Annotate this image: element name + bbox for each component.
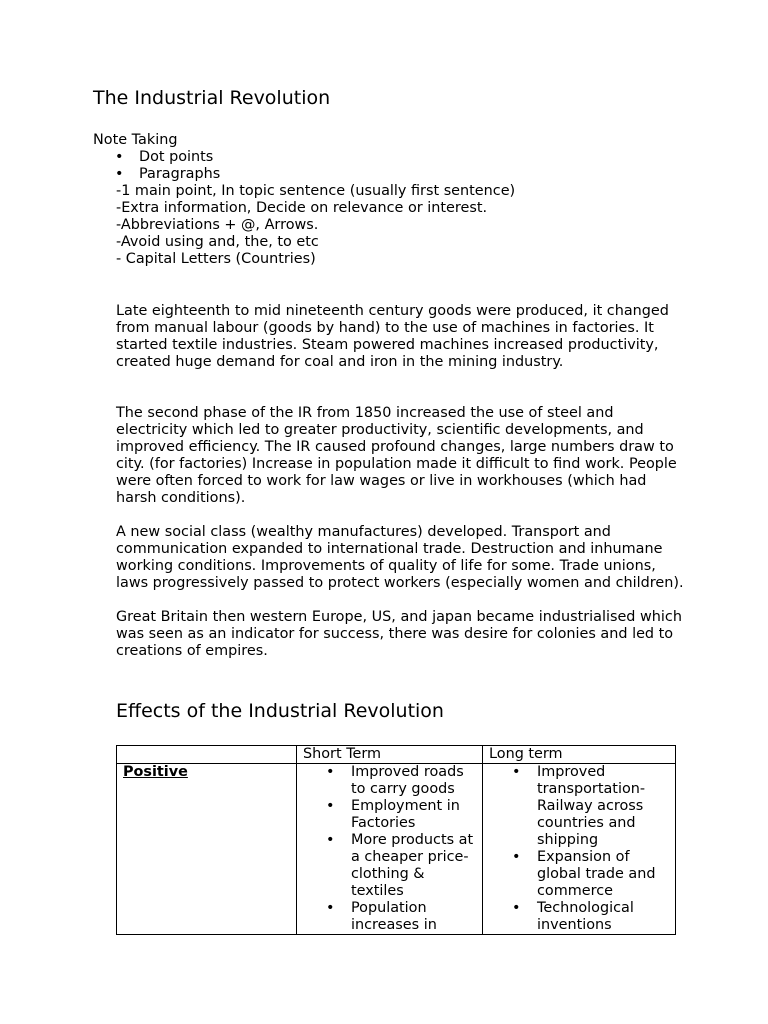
list-item: • Technological inventions <box>489 900 669 934</box>
effects-table <box>116 745 676 935</box>
list-item: • Improved transportation- Railway across countries and shipping <box>489 764 669 849</box>
header-cell-long-term: Long term <box>483 746 676 764</box>
paragraph-3: A new social class (wealthy manufactures) developed. Transport and communication expanded to international trade. Destruction and inhumane working conditions. Improvements of quality of life for some. Trade unions, laws progressively passed to protect workers (especially women and children). <box>116 524 684 591</box>
note-line: -1 main point, In topic sentence (usually first sentence) <box>116 183 516 199</box>
table-row <box>117 764 676 935</box>
list-item: • Employment in Factories <box>303 798 476 832</box>
note-bullet: • Paragraphs <box>93 166 713 183</box>
short-term-cell <box>297 764 483 935</box>
row-label-positive: Positive <box>123 764 188 780</box>
long-term-cell <box>483 764 676 935</box>
header-cell-empty <box>117 746 297 764</box>
short-term-list <box>303 764 476 934</box>
note-taking-section <box>93 132 713 268</box>
paragraph-1: Late eighteenth to mid nineteenth century goods were produced, it changed from manual labour (goods by hand) to the use of machines in factories. It started textile industries. Steam powered machines increased productivity, created huge demand for coal and iron in the mining industry. <box>116 303 669 370</box>
row-label-cell <box>117 764 297 935</box>
header-cell-short-term: Short Term <box>297 746 483 764</box>
list-item: • More products at a cheaper price- clothing & textiles <box>303 832 476 900</box>
note-line: -Extra information, Decide on relevance or interest. <box>116 200 488 216</box>
paragraph-2: The second phase of the IR from 1850 increased the use of steel and electricity which led to greater productivity, scientific developments, and improved efficiency. The IR caused profound changes, large numbers draw to city. (for factories) Increase in population made it difficult to find work. People were often forced to work for law wages or live in workhouses (which had harsh conditions). <box>116 405 677 506</box>
effects-heading: Effects of the Industrial Revolution <box>116 700 444 722</box>
note-line: - Capital Letters (Countries) <box>116 251 316 267</box>
list-item: • Expansion of global trade and commerce <box>489 849 669 900</box>
list-item: • Improved roads to carry goods <box>303 764 476 798</box>
note-line: -Avoid using and, the, to etc <box>116 234 319 250</box>
long-term-list <box>489 764 669 934</box>
note-taking-title: Note Taking <box>93 132 178 148</box>
note-bullet-list <box>93 149 713 183</box>
table-header-row <box>117 746 676 764</box>
note-line: -Abbreviations + @, Arrows. <box>116 217 319 233</box>
list-item: • Population increases in <box>303 900 476 934</box>
page-title: The Industrial Revolution <box>93 87 331 109</box>
note-bullet: • Dot points <box>93 149 713 166</box>
paragraph-4: Great Britain then western Europe, US, and japan became industrialised which was seen as an indicator for success, there was desire for colonies and led to creations of empires. <box>116 609 682 659</box>
